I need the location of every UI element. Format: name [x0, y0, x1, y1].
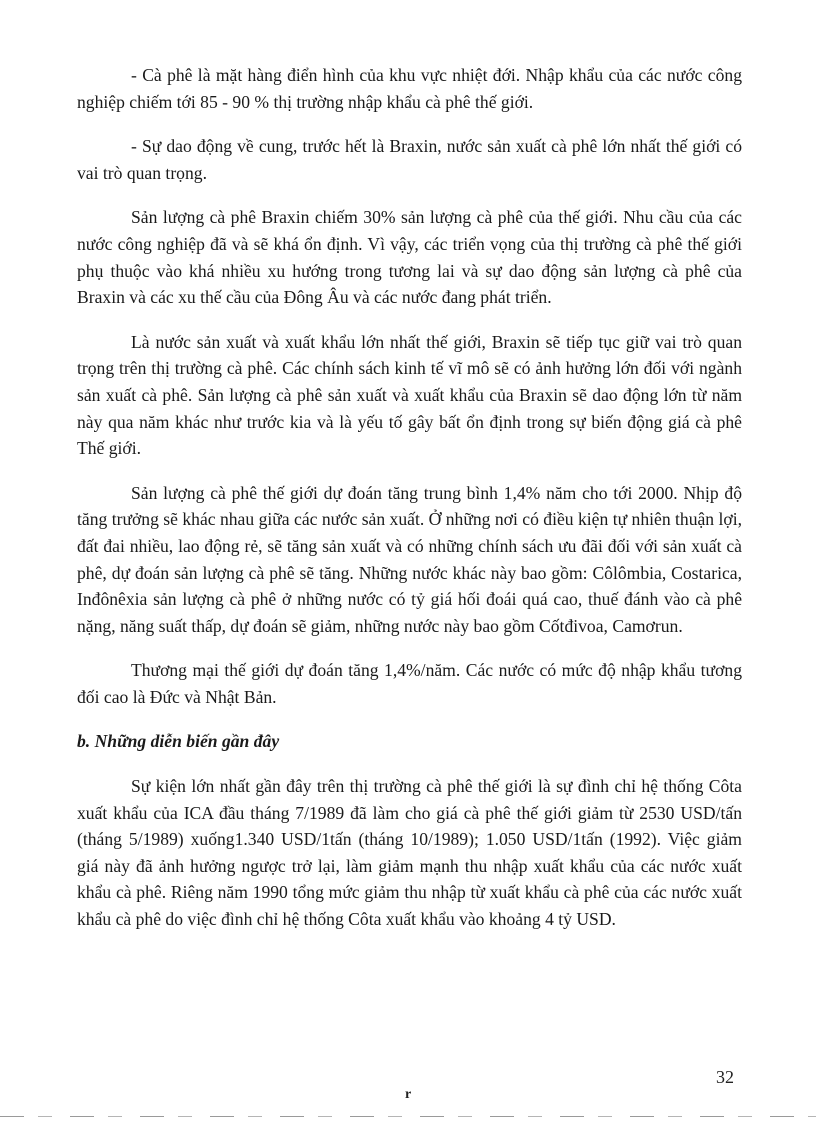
- page-number: 32: [716, 1067, 734, 1087]
- scan-edge-line: [0, 1116, 816, 1117]
- paragraph-coffee-tropical: - Cà phê là mặt hàng điển hình của khu vực nhiệt đới. Nhập khẩu của các nước công nghiệp chiếm tới 85 - 90 % thị trường nhập khẩu cà phê thế giới.: [77, 65, 742, 112]
- paragraph-supply-fluctuation: - Sự dao động về cung, trước hết là Braxin, nước sản xuất cà phê lớn nhất thế giới có vai trò quan trọng.: [77, 136, 742, 183]
- paragraph-brazil-role: Là nước sản xuất và xuất khẩu lớn nhất thế giới, Braxin sẽ tiếp tục giữ vai trò quan trọng trên thị trường cà phê. Các chính sách kinh tế vĩ mô sẽ có ảnh hưởng lớn đối với ngành sản xuất cà phê. Sản lượng cà phê sản xuất và xuất khẩu của Braxin sẽ dao động lớn từ năm này qua năm khác như trước kia và là yếu tố gây bất ổn định trong sự biến động giá cà phê Thế giới.: [77, 331, 742, 459]
- section-heading: b. Những diễn biến gần đây: [77, 731, 280, 752]
- paragraph-world-production-forecast: Sản lượng cà phê thế giới dự đoán tăng trung bình 1,4% năm cho tới 2000. Nhịp độ tăng trưởng sẽ khác nhau giữa các nước sản xuất. Ở những nơi có điều kiện tự nhiên thuận lợi, đất đai nhiều, lao động rẻ, sẽ tăng sản xuất và có những chính sách ưu đãi đối với sản xuất cà phê, dự đoán sản lượng cà phê sẽ tăng. Những nước khác này bao gồm: Côlômbia, Costarica, Inđônêxia sản lượng cà phê ở những nước có tỷ giá hối đoái quá cao, thuế đánh vào cà phê nặng, năng suất thấp, dự đoán sẽ giảm, những nước này bao gồm Cốtđivoa, Camơrun.: [77, 482, 742, 636]
- paragraph-brazil-share: Sản lượng cà phê Braxin chiếm 30% sản lượng cà phê của thế giới. Nhu cầu của các nước công nghiệp đã và sẽ khá ổn định. Vì vậy, các triển vọng của thị trường cà phê thế giới phụ thuộc vào khá nhiều xu hướng trong tương lai và sự dao động sản lượng cà phê của Braxin và các xu thế cầu của Đông Âu và các nước đang phát triển.: [77, 207, 742, 308]
- scan-mark: r: [405, 1087, 412, 1102]
- paragraph-recent-developments: Sự kiện lớn nhất gần đây trên thị trường cà phê thế giới là sự đình chỉ hệ thống Côta xuất khẩu của ICA đầu tháng 7/1989 đã làm cho giá cà phê thế giới giảm từ 2530 USD/tấn (tháng 5/1989) xuống1.340 USD/1tấn (tháng 10/1989); 1.050 USD/1tấn (1992). Việc giảm giá này đã ảnh hưởng ngược trở lại, làm giảm mạnh thu nhập xuất khẩu của các nước xuất khẩu cà phê. Riêng năm 1990 tổng mức giảm thu nhập từ xuất khẩu cà phê của các nước xuất khẩu cà phê do việc đình chỉ hệ thống Côta xuất khẩu vào khoảng 4 tỷ USD.: [77, 776, 742, 930]
- paragraph-world-trade-forecast: Thương mại thế giới dự đoán tăng 1,4%/năm. Các nước có mức độ nhập khẩu tương đối cao là Đức và Nhật Bản.: [77, 660, 742, 707]
- document-page: [77, 62, 742, 951]
